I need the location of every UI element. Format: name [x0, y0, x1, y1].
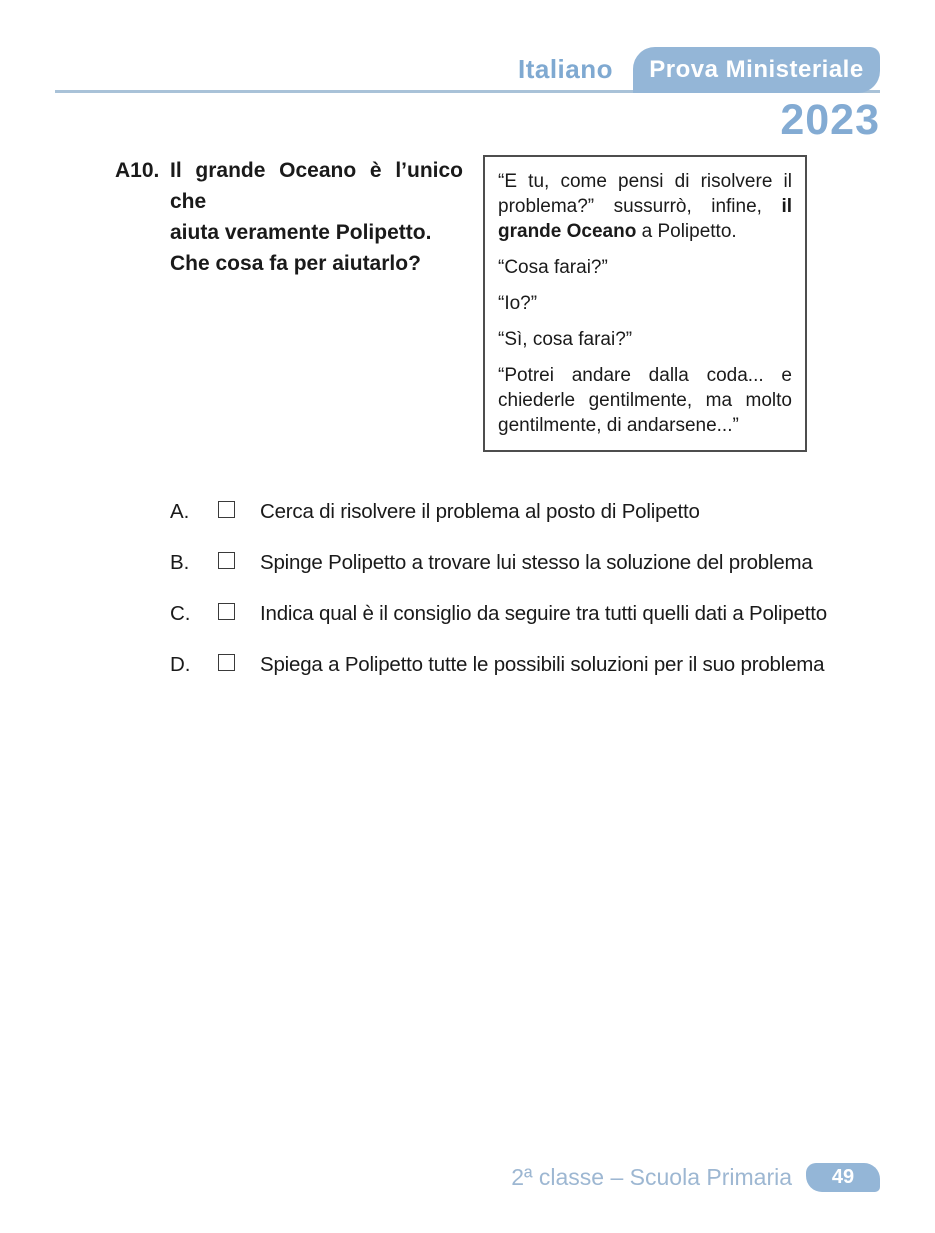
answer-option-c [170, 598, 827, 629]
excerpt-paragraph: “Sì, cosa farai?” [498, 329, 633, 350]
answer-option-a [170, 496, 827, 527]
question-section [115, 155, 827, 700]
excerpt-paragraph: “Io?” [498, 293, 538, 314]
test-type-badge: Prova Ministeriale [633, 47, 880, 93]
option-letter: C. [170, 602, 191, 625]
question-block [115, 155, 483, 452]
option-letter: A. [170, 500, 190, 523]
answer-checkbox-d[interactable] [218, 654, 235, 671]
excerpt-paragraph: “Potrei andare dalla coda... e chiederle gentilmente, ma molto gentilmente, di andarsene...” [498, 365, 792, 436]
passage-excerpt-box [483, 155, 807, 452]
question-line-3: Che cosa fa per aiutarlo? [170, 252, 421, 275]
excerpt-paragraph: “Cosa farai?” [498, 257, 608, 278]
option-letter: B. [170, 551, 190, 574]
answer-option-b [170, 547, 827, 578]
footer-class-label: 2ª classe – Scuola Primaria [511, 1164, 792, 1190]
excerpt-paragraph: “E tu, come pensi di risolvere il problema?” sussurrò, infine, il grande Oceano a Polipetto. [498, 171, 792, 242]
page-number-badge: 49 [806, 1163, 880, 1192]
answer-checkbox-b[interactable] [218, 552, 235, 569]
option-text: Cerca di risolvere il problema al posto di Polipetto [260, 500, 700, 523]
option-letter: D. [170, 653, 191, 676]
answer-option-d [170, 649, 827, 680]
question-line-2: aiuta veramente Polipetto. [170, 221, 432, 244]
answer-checkbox-a[interactable] [218, 501, 235, 518]
subject-label: Italiano [517, 54, 613, 84]
answer-options [170, 496, 827, 680]
question-number: A10. [115, 159, 160, 182]
option-text: Indica qual è il consiglio da seguire tra tutti quelli dati a Polipetto [260, 602, 827, 625]
question-line-1: Il grande Oceano è l’unico che [170, 159, 463, 213]
question-text [170, 155, 463, 452]
option-text: Spinge Polipetto a trovare lui stesso la soluzione del problema [260, 551, 813, 574]
year-label: 2023 [780, 96, 880, 144]
option-text: Spiega a Polipetto tutte le possibili soluzioni per il suo problema [260, 653, 825, 676]
answer-checkbox-c[interactable] [218, 603, 235, 620]
page-footer [0, 1163, 880, 1192]
